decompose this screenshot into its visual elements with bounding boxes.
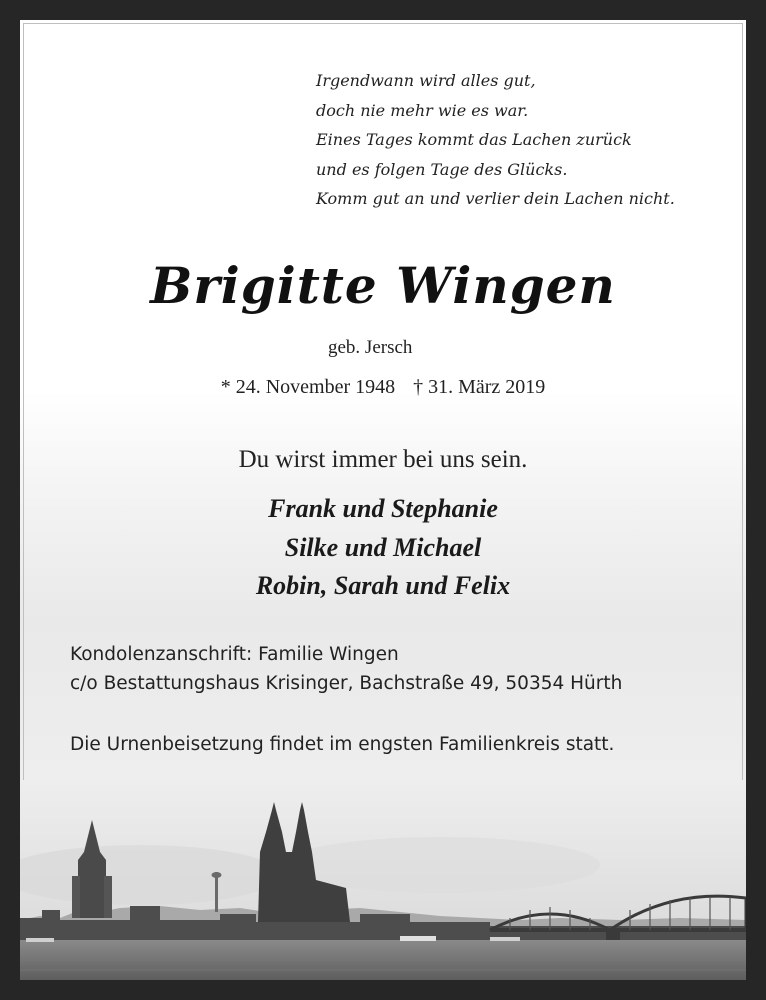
poem-line: Komm gut an und verlier dein Lachen nicht.: [316, 189, 675, 208]
poem-line: Irgendwann wird alles gut,: [316, 71, 536, 90]
boat: [490, 937, 520, 941]
birth-date: * 24. November 1948: [220, 376, 396, 398]
condolence-line: Kondolenzanschrift: Familie Wingen: [70, 644, 399, 665]
birth-name: geb. Jersch: [328, 337, 413, 358]
mourner-line: Silke und Michael: [284, 532, 482, 562]
poem-line: und es folgen Tage des Glücks.: [316, 159, 568, 179]
notice-panel: [20, 20, 746, 980]
church-tower-side: [104, 876, 112, 918]
condolence-address: [70, 640, 622, 698]
boat: [26, 938, 54, 942]
church-tower-side: [72, 876, 80, 918]
mourner-line: Robin, Sarah und Felix: [255, 571, 511, 600]
poem: [316, 66, 736, 214]
cathedral-spire: [306, 848, 310, 878]
boat: [400, 936, 436, 941]
condolence-line: c/o Bestattungshaus Krisinger, Bachstraße 49, 50354 Hürth: [70, 673, 623, 694]
tv-tower-pod: [212, 872, 222, 878]
mourner-line: Frank und Stephanie: [268, 494, 498, 523]
deceased-name: Brigitte Wingen: [150, 256, 616, 315]
life-dates: [20, 376, 746, 399]
death-date: † 31. März 2019: [413, 376, 546, 398]
mourners-list: [20, 490, 746, 606]
cologne-skyline-image: [20, 780, 746, 980]
burial-note: Die Urnenbeisetzung findet im engsten Familienkreis statt.: [70, 734, 615, 755]
poem-line: Eines Tages kommt das Lachen zurück: [316, 130, 632, 149]
motto: Du wirst immer bei uns sein.: [238, 446, 528, 473]
poem-line: doch nie mehr wie es war.: [316, 100, 529, 120]
